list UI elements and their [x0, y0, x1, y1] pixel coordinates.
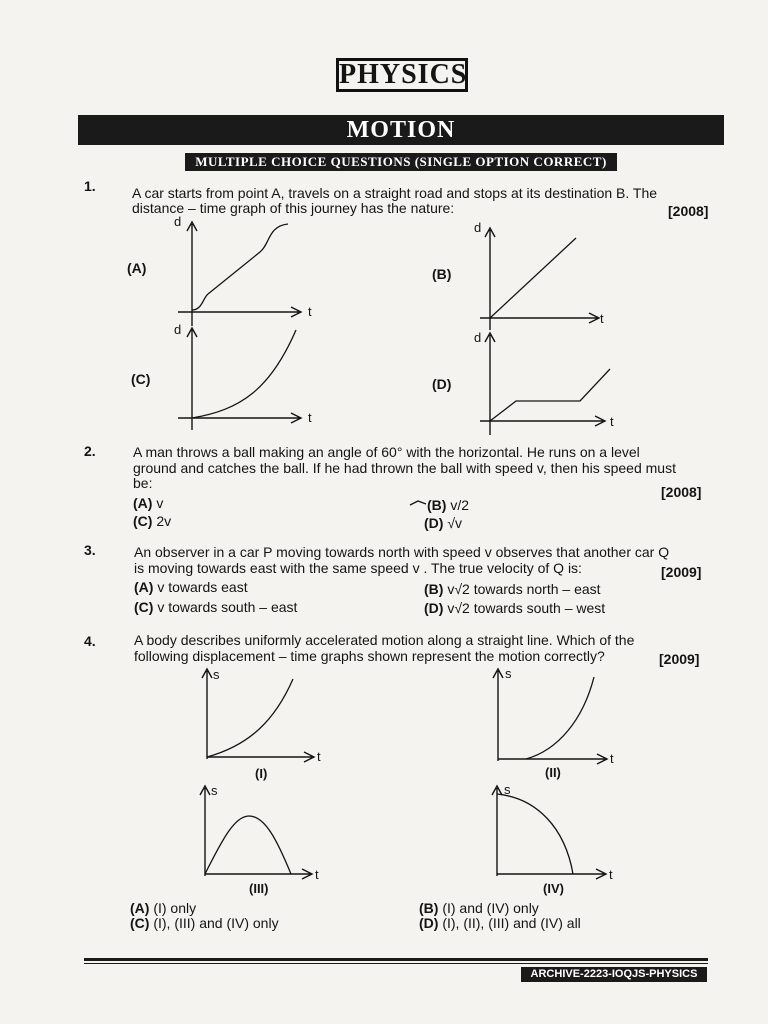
graph-axis-label: s: [505, 666, 512, 681]
question-text-line: An observer in a car P moving towards north with speed v observes that another car Q: [134, 544, 670, 560]
question-year: [2009]: [659, 651, 700, 667]
question-text-line: distance – time graph of this journey has the nature:: [132, 200, 455, 216]
graph-axis-label: t: [308, 304, 312, 319]
graph-4-ii: [488, 665, 628, 785]
option-label: (C): [130, 915, 150, 931]
graph-axis-label: s: [213, 667, 220, 682]
option-a: [130, 900, 196, 916]
footer-rule: [84, 963, 708, 964]
option-a: [134, 579, 248, 595]
footer-archive-tag: ARCHIVE-2223-IOQJS-PHYSICS: [521, 967, 707, 982]
option-text: v: [156, 495, 164, 511]
graph-axis-label: t: [317, 749, 321, 764]
chapter-title: MOTION: [78, 115, 724, 145]
question-text-line: ground and catches the ball. If he had thrown the ball with speed v, then his speed must: [133, 460, 676, 476]
option-c: [134, 599, 297, 615]
question-number: 3.: [84, 542, 96, 558]
option-text: v√2 towards north – east: [447, 581, 601, 597]
option-label: (B): [419, 900, 439, 916]
graph-axis-label: d: [474, 220, 482, 235]
option-label: (C): [133, 513, 153, 529]
graph-axis-label: d: [174, 214, 182, 229]
option-d: [424, 600, 605, 616]
option-label: (A): [133, 495, 153, 511]
question-text-line: is moving towards east with the same speed v . The true velocity of Q is:: [134, 560, 582, 576]
graph-1d: [470, 325, 620, 435]
graph-axis-label: s: [211, 783, 218, 798]
footer-rule: [84, 958, 708, 961]
option-d: [424, 515, 462, 531]
option-label: (C): [131, 371, 151, 387]
question-number: 1.: [84, 178, 96, 194]
option-label: (A): [130, 900, 150, 916]
option-text: (I) and (IV) only: [442, 900, 539, 916]
question-text-line: A car starts from point A, travels on a straight road and stops at its destination B. The: [132, 185, 658, 201]
section-title: MULTIPLE CHOICE QUESTIONS (SINGLE OPTION CORRECT): [185, 153, 617, 171]
graph-4-iii: [193, 778, 333, 898]
option-c: [133, 513, 171, 529]
graph-1a: [170, 214, 320, 324]
graph-axis-label: t: [610, 751, 614, 766]
option-label: (D): [424, 515, 444, 531]
question-number: 4.: [84, 633, 96, 649]
option-label: (A): [127, 260, 147, 276]
graph-caption: (II): [545, 765, 561, 780]
option-text: v√2 towards south – west: [447, 600, 606, 616]
option-a: [133, 495, 163, 511]
option-text: v towards east: [157, 579, 248, 595]
option-text: √v: [447, 515, 463, 531]
check-mark-icon: [409, 498, 429, 510]
option-text: 2v: [156, 513, 172, 529]
option-b: [419, 900, 539, 916]
graph-axis-label: t: [609, 867, 613, 882]
option-text: v/2: [450, 497, 470, 513]
graph-caption: (III): [249, 881, 269, 896]
question-text-line: be:: [133, 475, 153, 491]
option-label: (D): [419, 915, 439, 931]
graph-axis-label: d: [474, 330, 482, 345]
graph-axis-label: t: [315, 867, 319, 882]
option-b: [427, 497, 469, 513]
question-year: [2009]: [661, 564, 702, 580]
graph-axis-label: t: [610, 414, 614, 429]
option-text: (I) only: [153, 900, 197, 916]
graph-4-i: [195, 665, 335, 785]
option-label: (B): [427, 497, 447, 513]
option-label: (D): [432, 376, 452, 392]
option-label: (A): [134, 579, 154, 595]
graph-axis-label: s: [504, 782, 511, 797]
option-c: [130, 915, 279, 931]
option-label: (C): [134, 599, 154, 615]
question-number: 2.: [84, 443, 96, 459]
option-b: [424, 581, 601, 597]
option-text: (I), (III) and (IV) only: [153, 915, 279, 931]
graph-1c: [170, 320, 320, 430]
question-year: [2008]: [668, 203, 709, 219]
option-label: (B): [432, 266, 452, 282]
option-text: v towards south – east: [157, 599, 298, 615]
option-label: (D): [424, 600, 444, 616]
question-text-line: A body describes uniformly accelerated motion along a straight line. Which of the: [134, 632, 635, 648]
graph-caption: (IV): [543, 881, 564, 896]
graph-1b: [470, 220, 620, 330]
subject-title: PHYSICS: [336, 58, 468, 92]
graph-caption: (I): [255, 766, 268, 781]
graph-axis-label: d: [174, 322, 182, 337]
option-label: (B): [424, 581, 444, 597]
question-text-line: following displacement – time graphs shown represent the motion correctly?: [134, 648, 605, 664]
question-year: [2008]: [661, 484, 702, 500]
option-d: [419, 915, 581, 931]
question-text-line: A man throws a ball making an angle of 60° with the horizontal. He runs on a level: [133, 444, 640, 460]
graph-axis-label: t: [600, 311, 604, 326]
option-text: (I), (II), (III) and (IV) all: [442, 915, 581, 931]
graph-4-iv: [487, 778, 627, 898]
graph-axis-label: t: [308, 410, 312, 425]
